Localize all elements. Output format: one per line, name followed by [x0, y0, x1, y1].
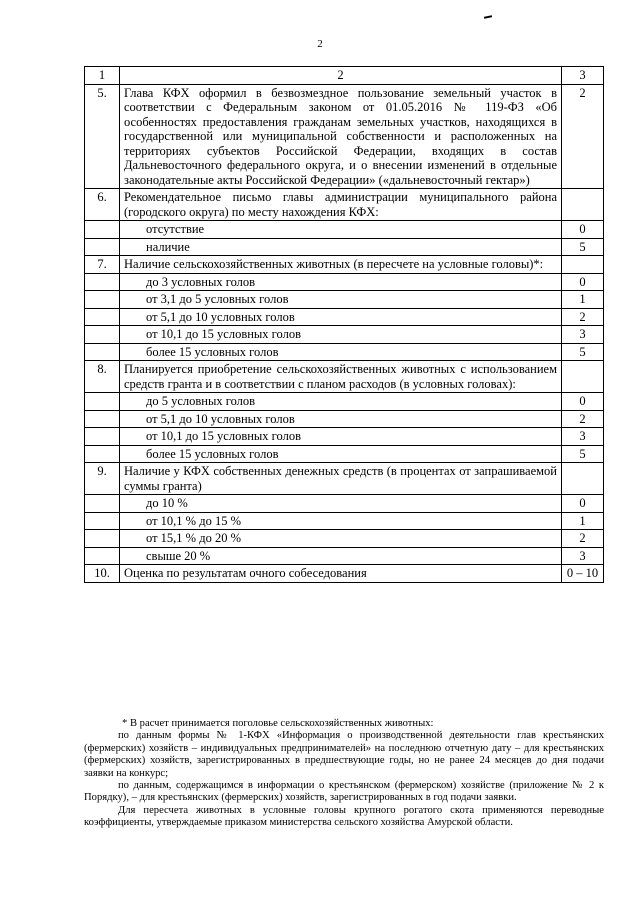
row-number [85, 326, 120, 344]
score-cell: 3 [562, 547, 604, 565]
header-cell-2: 2 [120, 67, 562, 85]
row-number: 6. [85, 189, 120, 221]
score-cell: 0 [562, 393, 604, 411]
score-cell: 2 [562, 410, 604, 428]
score-cell: 1 [562, 512, 604, 530]
option-text: до 5 условных голов [120, 393, 562, 411]
header-cell-1: 1 [85, 67, 120, 85]
row-number [85, 238, 120, 256]
row-number [85, 291, 120, 309]
row-number [85, 445, 120, 463]
table-row [85, 189, 604, 221]
score-cell: 5 [562, 238, 604, 256]
row-number [85, 428, 120, 446]
option-text: от 5,1 до 10 условных голов [120, 410, 562, 428]
table-row [85, 308, 604, 326]
row-number [85, 273, 120, 291]
row-number [85, 530, 120, 548]
row-number: 7. [85, 256, 120, 274]
score-cell: 2 [562, 84, 604, 189]
option-text: от 10,1 % до 15 % [120, 512, 562, 530]
table-row [85, 410, 604, 428]
option-text: до 10 % [120, 495, 562, 513]
table-row [85, 361, 604, 393]
footnote: по данным формы № 1-КФХ «Информация о производственной деятельности глав крестьянских (фермерских) хозяйств – индивидуальных предпринимателей» на последнюю отчетную дату – для крестьянских (фермерских) хозяйств, зарегистрированных в предшествующие годы, но не ранее 24 месяцев до дня подачи заявки на конкурс; [84, 730, 604, 779]
table-row [85, 428, 604, 446]
footnote: по данным, содержащимся в информации о крестьянском (фермерском) хозяйстве (приложение № 2 к Порядку), – для крестьянских (фермерских) хозяйств, зарегистрированных в год подачи заявки. [84, 780, 604, 804]
score-cell: 5 [562, 445, 604, 463]
option-text: от 5,1 до 10 условных голов [120, 308, 562, 326]
table-row [85, 343, 604, 361]
criterion-text: Рекомендательное письмо главы администрации муниципального района (городского округа) по месту нахождения КФХ: [120, 189, 562, 221]
table-row [85, 445, 604, 463]
page-number: 2 [317, 38, 323, 50]
row-number: 8. [85, 361, 120, 393]
score-cell: 3 [562, 326, 604, 344]
score-cell: 1 [562, 291, 604, 309]
criteria-table [84, 66, 604, 583]
table-row [85, 291, 604, 309]
footnotes [84, 718, 604, 830]
table-header-row [85, 67, 604, 85]
table-row [85, 463, 604, 495]
row-number [85, 221, 120, 239]
option-text: от 10,1 до 15 условных голов [120, 326, 562, 344]
score-cell [562, 189, 604, 221]
criterion-text: Глава КФХ оформил в безвозмездное пользование земельный участок в соответствии с Федеральным законом от 01.05.2016 № 119-ФЗ «Об особенностях предоставления гражданам земельных участков, находящихся в государственной или муниципальной собственности и расположенных на территориях субъектов Российской Федерации, входящих в состав Дальневосточного федерального округа, и о внесении изменений в отдельные законодательные акты Российской Федерации» («дальневосточный гектар») [120, 84, 562, 189]
table-row [85, 565, 604, 583]
score-cell: 0 – 10 [562, 565, 604, 583]
option-text: до 3 условных голов [120, 273, 562, 291]
row-number [85, 410, 120, 428]
table-row [85, 326, 604, 344]
criterion-text: Планируется приобретение сельскохозяйственных животных с использованием средств гранта и в соответствии с планом расходов (в условных головах): [120, 361, 562, 393]
table-row [85, 273, 604, 291]
option-text: от 15,1 % до 20 % [120, 530, 562, 548]
score-cell: 0 [562, 221, 604, 239]
row-number [85, 308, 120, 326]
criterion-text: Наличие сельскохозяйственных животных (в пересчете на условные головы)*: [120, 256, 562, 274]
row-number [85, 512, 120, 530]
score-cell: 2 [562, 530, 604, 548]
table-row [85, 256, 604, 274]
footnote: * В расчет принимается поголовье сельскохозяйственных животных: [122, 718, 434, 729]
table-row [85, 547, 604, 565]
criterion-text: Оценка по результатам очного собеседования [120, 565, 562, 583]
score-cell: 5 [562, 343, 604, 361]
score-cell: 0 [562, 273, 604, 291]
table-row [85, 84, 604, 189]
score-cell: 0 [562, 495, 604, 513]
stray-mark [484, 15, 492, 19]
score-cell [562, 463, 604, 495]
score-cell [562, 256, 604, 274]
option-text: наличие [120, 238, 562, 256]
table-row [85, 393, 604, 411]
option-text: более 15 условных голов [120, 445, 562, 463]
table-row [85, 512, 604, 530]
header-cell-3: 3 [562, 67, 604, 85]
score-cell [562, 361, 604, 393]
row-number: 5. [85, 84, 120, 189]
row-number: 9. [85, 463, 120, 495]
score-cell: 3 [562, 428, 604, 446]
option-text: свыше 20 % [120, 547, 562, 565]
criterion-text: Наличие у КФХ собственных денежных средств (в процентах от запрашиваемой суммы гранта) [120, 463, 562, 495]
option-text: от 3,1 до 5 условных голов [120, 291, 562, 309]
option-text: от 10,1 до 15 условных голов [120, 428, 562, 446]
row-number [85, 547, 120, 565]
option-text: отсутствие [120, 221, 562, 239]
table-row [85, 530, 604, 548]
row-number: 10. [85, 565, 120, 583]
row-number [85, 495, 120, 513]
row-number [85, 393, 120, 411]
table-row [85, 221, 604, 239]
table-row [85, 495, 604, 513]
score-cell: 2 [562, 308, 604, 326]
footnote: Для пересчета животных в условные головы крупного рогатого скота применяются переводные коэффициенты, утверждаемые приказом министерства сельского хозяйства Амурской области. [84, 804, 604, 829]
table-row [85, 238, 604, 256]
option-text: более 15 условных голов [120, 343, 562, 361]
row-number [85, 343, 120, 361]
